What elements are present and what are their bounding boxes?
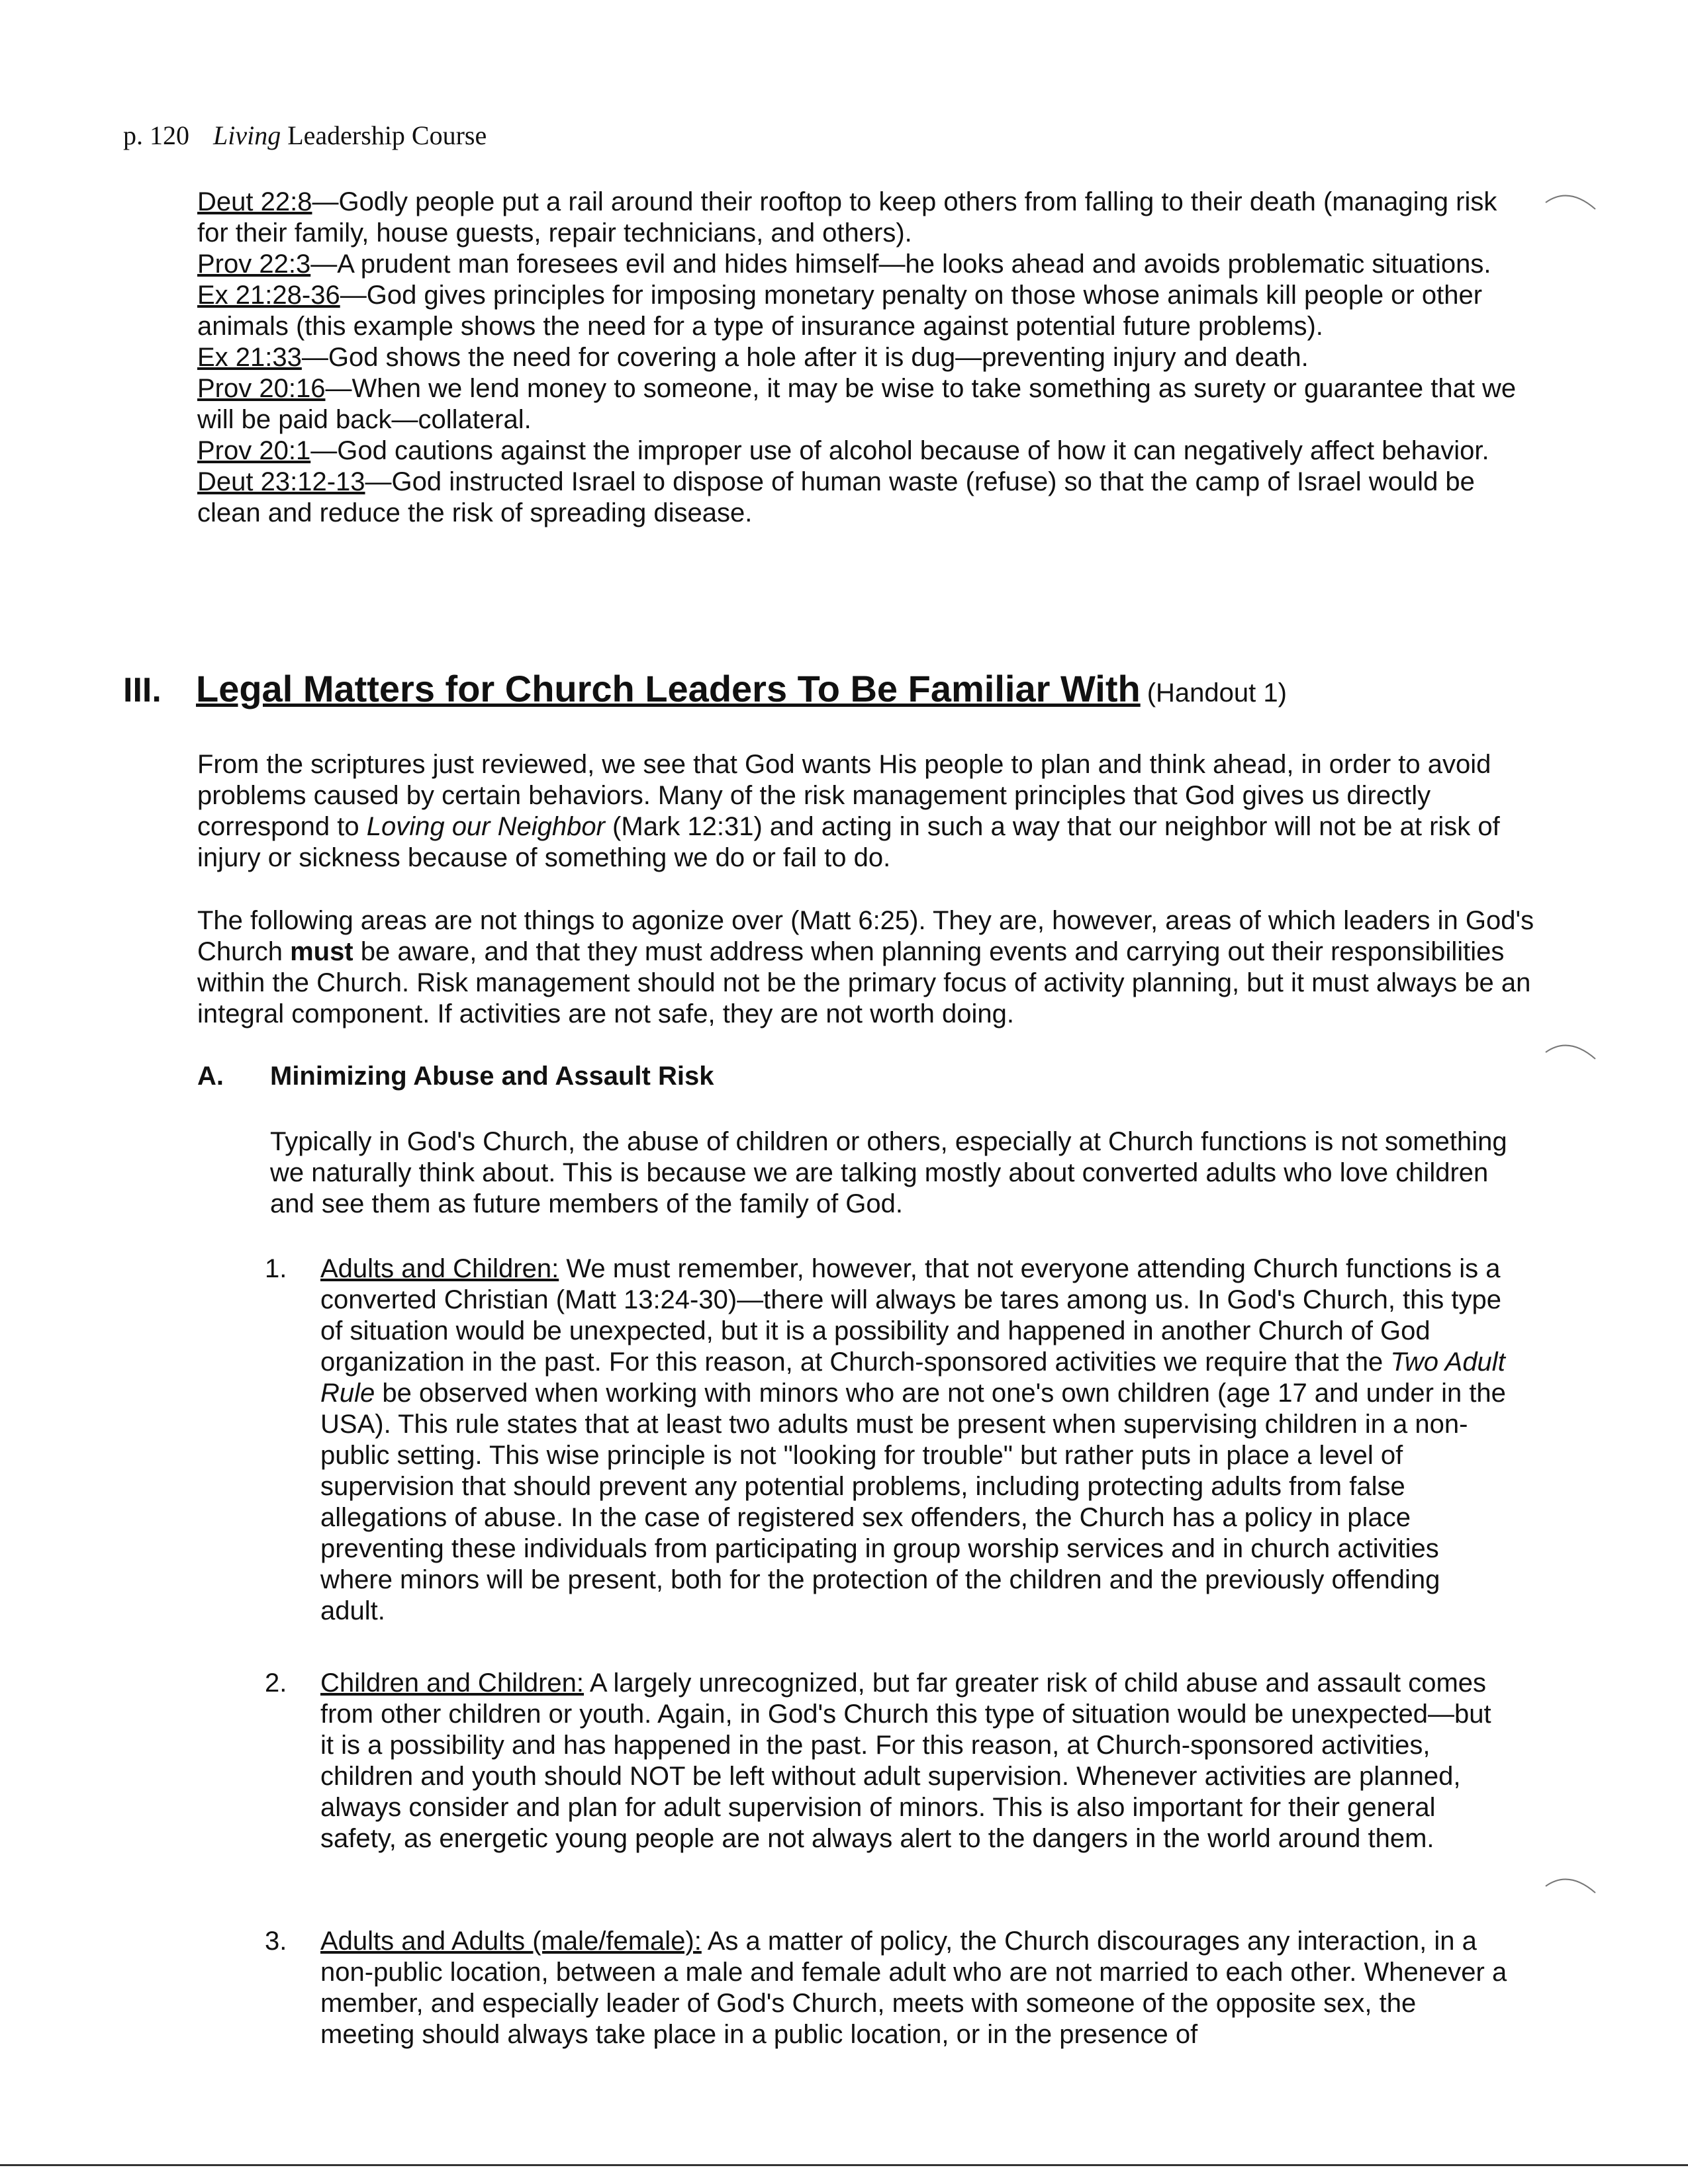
intro-text: (Mark 12:31) and acting in such a way that our neighbor will not be at risk of injury or sickness because of something we do or fail to do. xyxy=(197,812,1500,872)
scripture-ref-link: Prov 22:3 xyxy=(197,250,311,279)
list-item xyxy=(265,1668,1509,1854)
list-item-label: Adults and Adults (male/female): xyxy=(320,1927,702,1956)
list-item-body xyxy=(320,1668,1509,1854)
list-item xyxy=(265,1253,1509,1627)
bottom-scan-edge xyxy=(0,2164,1688,2166)
list-item xyxy=(265,1926,1509,2050)
course-title-italic: Living xyxy=(213,120,281,150)
list-item-label: Adults and Children: xyxy=(320,1254,559,1283)
intro-paragraph xyxy=(197,749,1534,874)
intro-strong: must xyxy=(290,937,353,966)
list-item-number: 1. xyxy=(265,1254,287,1283)
list-item-emphasis: Two Adult Rule xyxy=(320,1347,1505,1408)
subsection-intro: Typically in God's Church, the abuse of children or others, especially at Church functions is not something we naturally think about. This is because we are talking mostly about converted adults who love children and see them as future members of the family of God. xyxy=(270,1127,1507,1218)
subsection-title: Minimizing Abuse and Assault Risk xyxy=(270,1062,714,1091)
intro-paragraph xyxy=(197,905,1534,1030)
subsection-letter: A. xyxy=(197,1062,224,1091)
scripture-ref-text: —When we lend money to someone, it may be wise to take something as surety or guarantee that we will be paid back—collateral. xyxy=(197,374,1517,434)
scripture-ref-item xyxy=(197,373,1534,435)
punch-hole-mark xyxy=(1542,1039,1602,1079)
scripture-ref-text: —A prudent man foresees evil and hides himself—he looks ahead and avoids problematic situations. xyxy=(310,250,1491,279)
section-title: Legal Matters for Church Leaders To Be Familiar With xyxy=(196,668,1141,709)
course-title: Leadership Course xyxy=(287,120,487,150)
section-number: III. xyxy=(123,671,162,709)
section-heading xyxy=(123,667,1287,710)
scripture-ref-link: Prov 20:1 xyxy=(197,436,311,465)
scripture-ref-item xyxy=(197,187,1534,249)
scripture-ref-text: —God gives principles for imposing monetary penalty on those whose animals kill people or other animals (this example shows the need for a type of insurance against potential future problems). xyxy=(197,281,1483,341)
scripture-ref-item xyxy=(197,342,1534,373)
intro-text: From the scriptures just reviewed, we see that God wants His people to plan and think ahead, in order to avoid problems caused by certain behaviors. Many of the risk management principles that God gives us directly correspond to xyxy=(197,750,1491,841)
punch-hole-mark xyxy=(1542,1873,1602,1913)
scripture-ref-link: Deut 23:12-13 xyxy=(197,467,365,496)
section-note: (Handout 1) xyxy=(1147,678,1287,707)
scripture-ref-text: —God instructed Israel to dispose of human waste (refuse) so that the camp of Israel would be clean and reduce the risk of spreading disease. xyxy=(197,467,1475,527)
list-item-body xyxy=(320,1253,1509,1627)
intro-text: The following areas are not things to agonize over (Matt 6:25). They are, however, areas of which leaders in God's Church xyxy=(197,906,1534,966)
scripture-ref-text: —God cautions against the improper use of alcohol because of how it can negatively affect behavior. xyxy=(310,436,1489,465)
scripture-ref-item xyxy=(197,280,1534,342)
scripture-ref-item xyxy=(197,249,1534,280)
scripture-ref-link: Deut 22:8 xyxy=(197,187,312,216)
list-item-number: 2. xyxy=(265,1668,287,1698)
list-item-text: We must remember, however, that not everyone attending Church functions is a converted Christian (Matt 13:24-30)—there will always be tares among us. In God's Church, this type of situation would be unexpected, but it is a possibility and happened in another Church of God organization in the past. For this reason, at Church-sponsored activities we require that the xyxy=(320,1254,1502,1377)
page-header xyxy=(123,119,487,152)
subsection-heading xyxy=(197,1062,714,1091)
scripture-ref-text: —Godly people put a rail around their rooftop to keep others from falling to their death (managing risk for their family, house guests, repair technicians, and others). xyxy=(197,187,1497,248)
punch-hole-mark xyxy=(1542,189,1602,229)
intro-text: be aware, and that they must address when planning events and carrying out their responsibilities within the Church. Risk management should not be the primary focus of activity planning, but it must always be an integral component. If activities are not safe, they are not worth doing. xyxy=(197,937,1531,1028)
scripture-ref-text: —God shows the need for covering a hole after it is dug—preventing injury and death. xyxy=(301,343,1309,372)
list-item-label: Children and Children: xyxy=(320,1668,585,1698)
page-number: p. 120 xyxy=(123,120,189,150)
scripture-ref-item xyxy=(197,467,1534,529)
list-item-text: As a matter of policy, the Church discourages any interaction, in a non-public location, between a male and female adult who are not married to each other. Whenever a member, and especially leader of God's Church, meets with someone of the opposite sex, the meeting should always take place in a public location, or in the presence of xyxy=(320,1927,1507,2049)
scripture-references xyxy=(197,187,1534,529)
intro-emphasis: Loving our Neighbor xyxy=(366,812,605,841)
scripture-ref-item xyxy=(197,435,1534,467)
list-item-text: A largely unrecognized, but far greater risk of child abuse and assault comes from other children or youth. Again, in God's Church this type of situation would be unexpected—but it is a possibility and has happened in the past. For this reason, at Church-sponsored activities, children and youth should NOT be left without adult supervision. Whenever activities are planned, always consider and plan for adult supervision of minors. This is also important for their general safety, as energetic young people are not always alert to the dangers in the world around them. xyxy=(320,1668,1491,1853)
list-item-text: be observed when working with minors who are not one's own children (age 17 and under in the USA). This rule states that at least two adults must be present when supervising children in a non-public setting. This wise principle is not "looking for trouble" but rather puts in place a level of supervision that should prevent any potential problems, including protecting adults from false allegations of abuse. In the case of registered sex offenders, the Church has a policy in place preventing these individuals from participating in group worship services and in church activities where minors will be present, both for the protection of the children and the previously offending adult. xyxy=(320,1379,1506,1625)
scripture-ref-link: Prov 20:16 xyxy=(197,374,326,403)
list-item-body xyxy=(320,1926,1509,2050)
list-item-number: 3. xyxy=(265,1927,287,1956)
scripture-ref-link: Ex 21:28-36 xyxy=(197,281,340,310)
scripture-ref-link: Ex 21:33 xyxy=(197,343,302,372)
